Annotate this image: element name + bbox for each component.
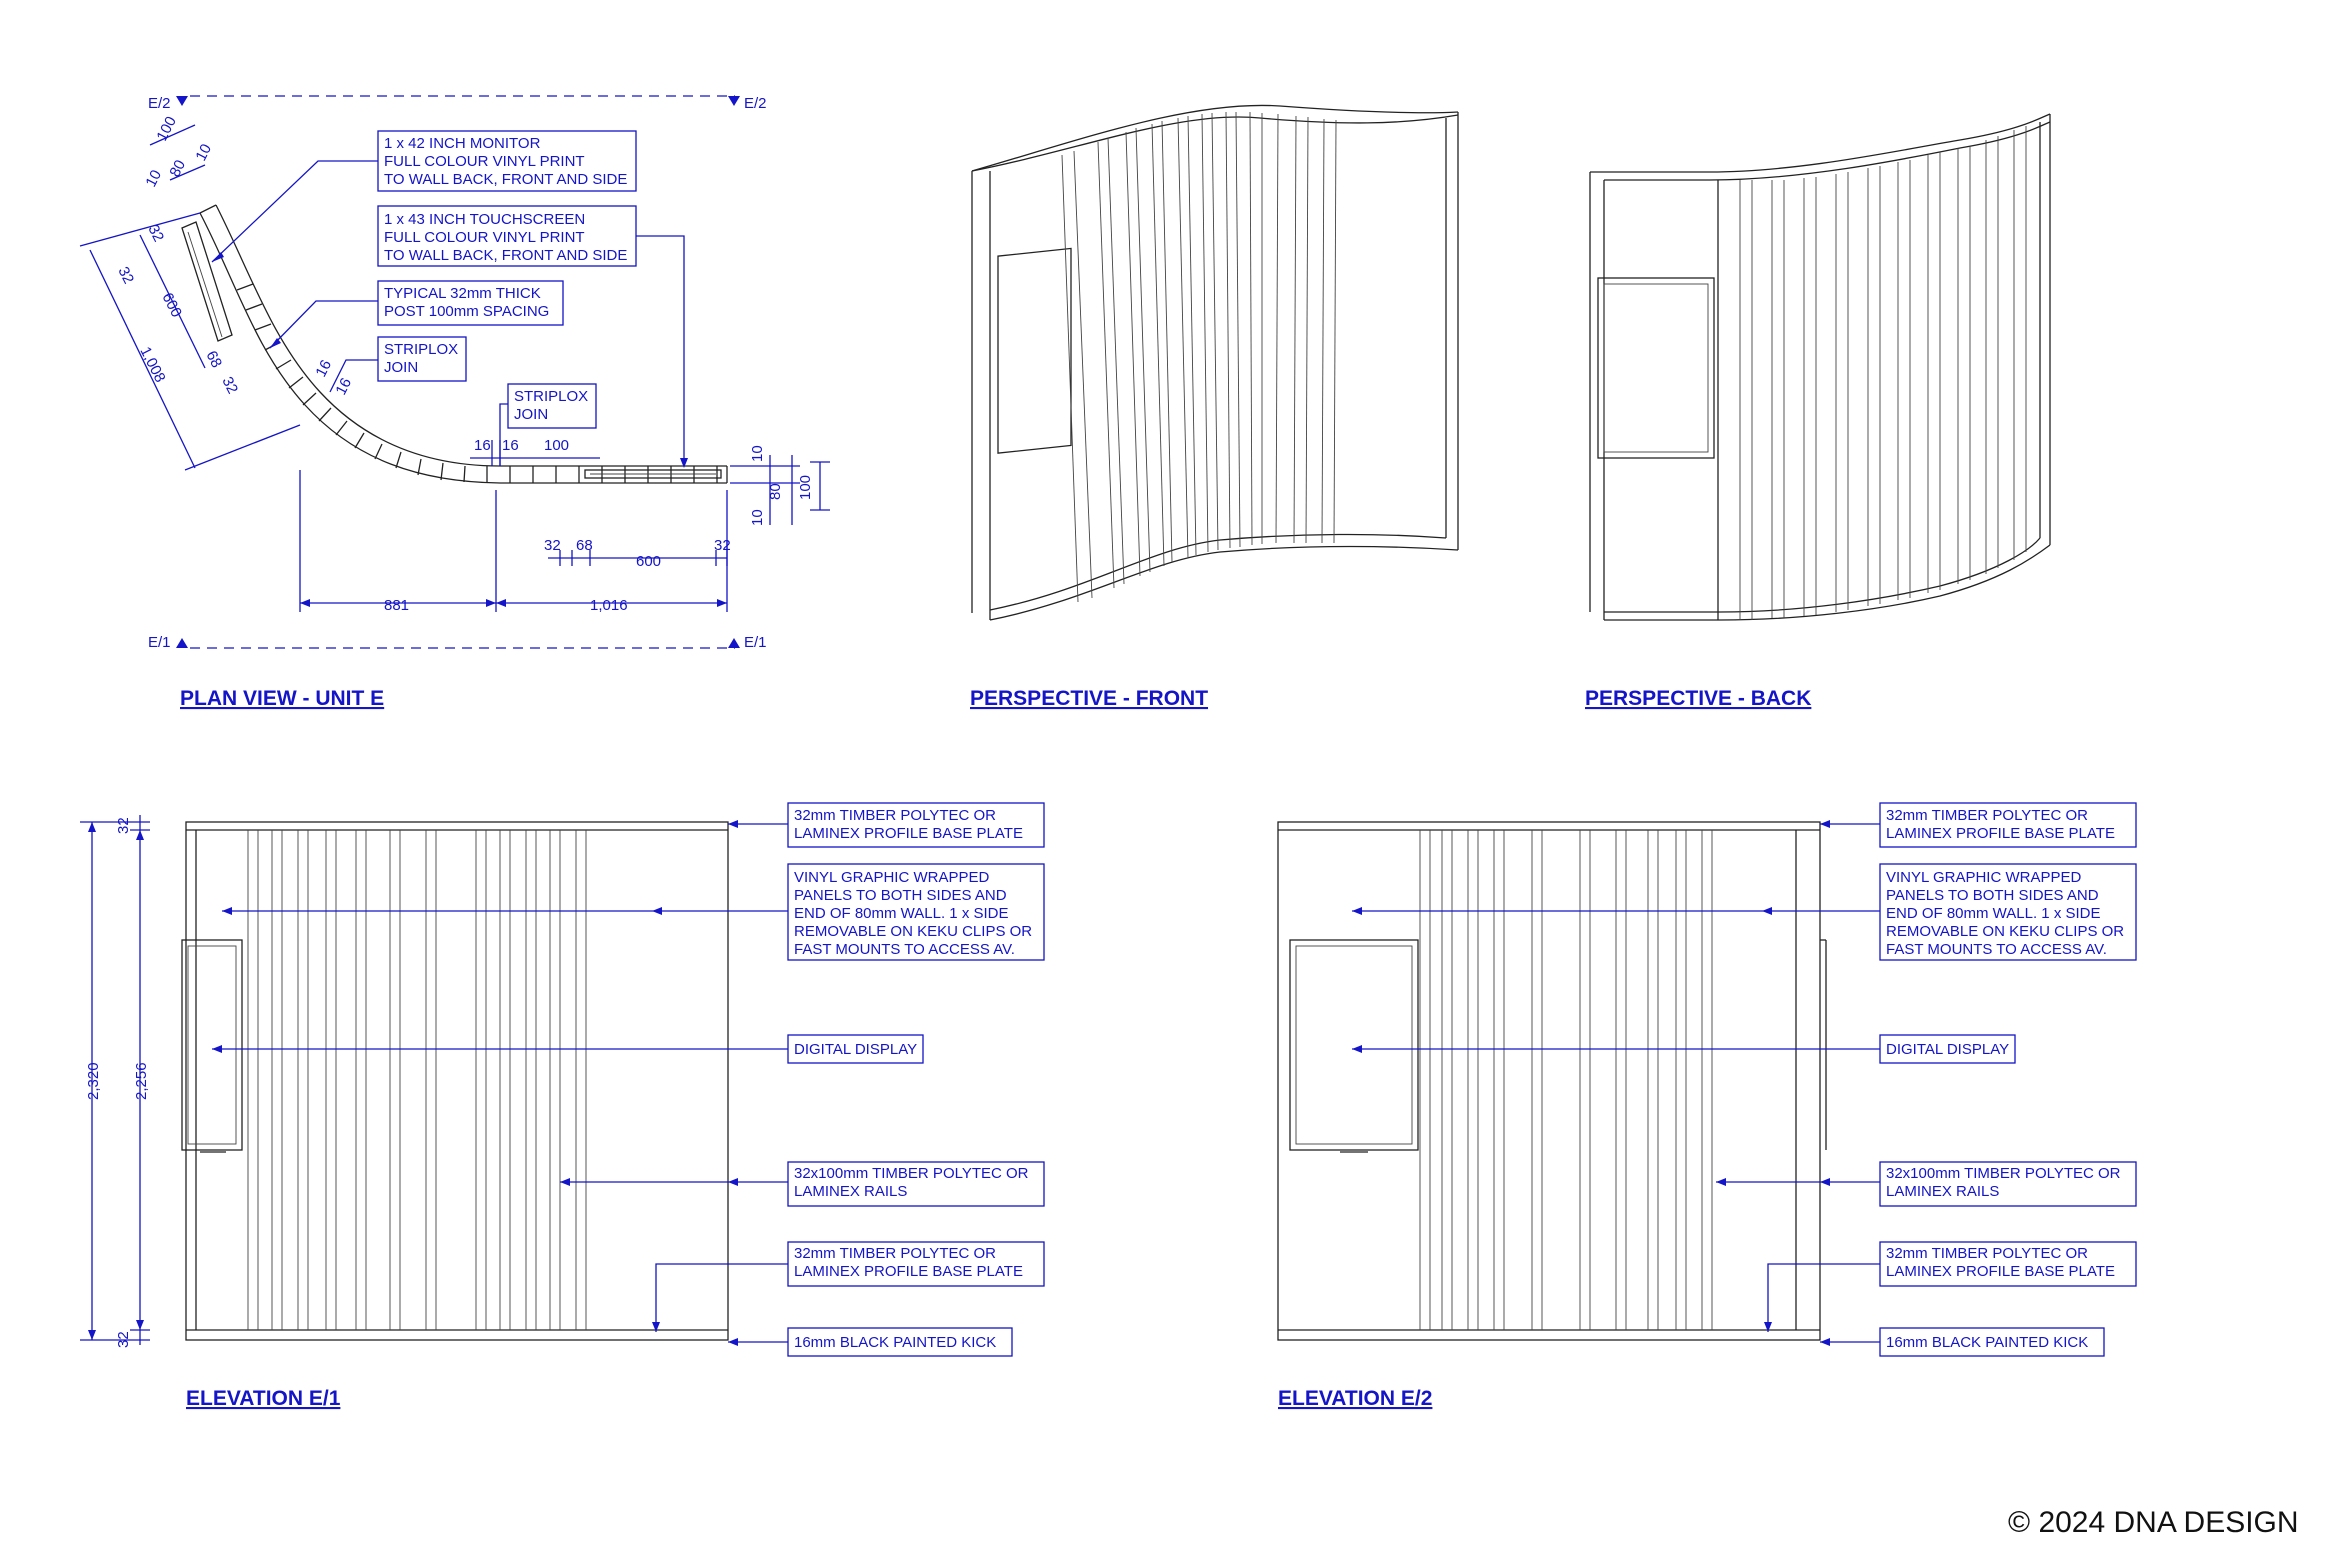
svg-text:16: 16: [312, 357, 336, 380]
svg-text:80: 80: [166, 157, 190, 180]
e1-display: [182, 940, 242, 1150]
plan-dims-top: [142, 114, 215, 190]
svg-text:10: 10: [192, 141, 216, 164]
elevation-e2: [1278, 803, 2136, 1410]
svg-text:1,008: 1,008: [136, 344, 169, 386]
svg-text:VINYL GRAPHIC WRAPPED: VINYL GRAPHIC WRAPPED: [1886, 869, 2082, 886]
svg-text:32: 32: [114, 264, 138, 287]
svg-text:FULL COLOUR VINYL PRINT: FULL COLOUR VINYL PRINT: [384, 229, 585, 246]
svg-text:32: 32: [714, 537, 731, 554]
title-perspective-back: PERSPECTIVE - BACK: [1585, 687, 1812, 710]
svg-text:32: 32: [218, 374, 242, 397]
e2-display: [1290, 940, 1418, 1150]
elevation-e1: [80, 803, 1044, 1410]
svg-text:32: 32: [144, 222, 168, 245]
svg-text:STRIPLOX: STRIPLOX: [514, 388, 589, 405]
svg-text:32: 32: [115, 1331, 132, 1348]
perspective-front: [970, 105, 1458, 710]
wall-end: [200, 205, 216, 213]
svg-text:END OF 80mm WALL. 1 x SIDE: END OF 80mm WALL. 1 x SIDE: [794, 905, 1009, 922]
marker-e1-right: E/1: [744, 634, 767, 651]
svg-text:POST 100mm SPACING: POST 100mm SPACING: [384, 303, 550, 320]
svg-text:REMOVABLE ON KEKU CLIPS OR: REMOVABLE ON KEKU CLIPS OR: [1886, 923, 2125, 940]
svg-text:32x100mm TIMBER POLYTEC OR: 32x100mm TIMBER POLYTEC OR: [1886, 1165, 2121, 1182]
svg-text:68: 68: [576, 537, 593, 554]
svg-text:FAST MOUNTS TO ACCESS AV.: FAST MOUNTS TO ACCESS AV.: [794, 941, 1015, 958]
svg-text:10: 10: [749, 445, 766, 462]
title-elevation-e1: ELEVATION E/1: [186, 1387, 341, 1410]
svg-text:16mm BLACK PAINTED KICK: 16mm BLACK PAINTED KICK: [794, 1334, 997, 1351]
svg-text:PANELS TO BOTH SIDES AND: PANELS TO BOTH SIDES AND: [794, 887, 1007, 904]
svg-text:TO WALL BACK, FRONT AND SIDE: TO WALL BACK, FRONT AND SIDE: [384, 247, 628, 264]
monitor-outline: [182, 222, 232, 341]
svg-text:TYPICAL 32mm THICK: TYPICAL 32mm THICK: [384, 285, 541, 302]
marker-e2-right: E/2: [744, 95, 767, 112]
svg-text:VINYL GRAPHIC WRAPPED: VINYL GRAPHIC WRAPPED: [794, 869, 990, 886]
e1-notes: [212, 803, 1044, 1356]
svg-text:1,016: 1,016: [590, 597, 628, 614]
plan-dims-bottom: [300, 437, 830, 614]
front-slats: [1062, 112, 1336, 602]
svg-text:DIGITAL DISPLAY: DIGITAL DISPLAY: [1886, 1041, 2010, 1058]
svg-text:100: 100: [544, 437, 570, 454]
svg-text:LAMINEX PROFILE BASE PLATE: LAMINEX PROFILE BASE PLATE: [1886, 1263, 2115, 1280]
svg-text:LAMINEX PROFILE BASE PLATE: LAMINEX PROFILE BASE PLATE: [794, 825, 1023, 842]
marker-up-icon: [176, 638, 188, 648]
svg-text:16mm BLACK PAINTED KICK: 16mm BLACK PAINTED KICK: [1886, 1334, 2089, 1351]
plan-dims-mid: [312, 357, 355, 398]
svg-text:600: 600: [636, 553, 662, 570]
svg-text:32mm TIMBER POLYTEC OR: 32mm TIMBER POLYTEC OR: [794, 807, 996, 824]
title-perspective-front: PERSPECTIVE - FRONT: [970, 687, 1209, 710]
svg-text:LAMINEX RAILS: LAMINEX RAILS: [794, 1183, 908, 1200]
svg-text:DIGITAL DISPLAY: DIGITAL DISPLAY: [794, 1041, 918, 1058]
svg-text:1 x 42 INCH MONITOR: 1 x 42 INCH MONITOR: [384, 135, 541, 152]
copyright: © 2024 DNA DESIGN: [2008, 1506, 2299, 1539]
svg-text:STRIPLOX: STRIPLOX: [384, 341, 459, 358]
svg-text:FAST MOUNTS TO ACCESS AV.: FAST MOUNTS TO ACCESS AV.: [1886, 941, 2107, 958]
svg-text:32mm TIMBER POLYTEC OR: 32mm TIMBER POLYTEC OR: [1886, 807, 2088, 824]
title-elevation-e2: ELEVATION E/2: [1278, 1387, 1433, 1410]
svg-text:16: 16: [474, 437, 491, 454]
svg-text:32x100mm TIMBER POLYTEC OR: 32x100mm TIMBER POLYTEC OR: [794, 1165, 1029, 1182]
svg-text:80: 80: [767, 483, 784, 500]
svg-text:REMOVABLE ON KEKU CLIPS OR: REMOVABLE ON KEKU CLIPS OR: [794, 923, 1033, 940]
svg-text:32: 32: [115, 817, 132, 834]
svg-text:1 x 43 INCH TOUCHSCREEN: 1 x 43 INCH TOUCHSCREEN: [384, 211, 586, 228]
svg-text:68: 68: [202, 348, 226, 371]
e1-dims: [80, 815, 150, 1348]
marker-up-icon: [728, 638, 740, 648]
svg-text:PANELS TO BOTH SIDES AND: PANELS TO BOTH SIDES AND: [1886, 887, 2099, 904]
marker-e2-left: E/2: [148, 95, 171, 112]
svg-text:10: 10: [142, 167, 166, 190]
svg-text:10: 10: [749, 509, 766, 526]
back-slats: [1740, 126, 2026, 620]
svg-text:TO WALL BACK, FRONT AND SIDE: TO WALL BACK, FRONT AND SIDE: [384, 171, 628, 188]
svg-text:2,256: 2,256: [133, 1062, 150, 1100]
svg-text:32mm TIMBER POLYTEC OR: 32mm TIMBER POLYTEC OR: [1886, 1245, 2088, 1262]
perspective-back: [1585, 114, 2050, 710]
svg-text:100: 100: [797, 474, 814, 500]
marker-e1-left: E/1: [148, 634, 171, 651]
svg-text:2,320: 2,320: [85, 1062, 102, 1100]
svg-text:16: 16: [332, 375, 356, 398]
svg-text:LAMINEX PROFILE BASE PLATE: LAMINEX PROFILE BASE PLATE: [794, 1263, 1023, 1280]
svg-text:LAMINEX RAILS: LAMINEX RAILS: [1886, 1183, 2000, 1200]
marker-down-icon: [176, 96, 188, 106]
title-plan: PLAN VIEW - UNIT E: [180, 687, 385, 710]
svg-text:JOIN: JOIN: [514, 406, 549, 423]
e2-slats: [1420, 830, 1712, 1330]
e2-notes: [1352, 803, 2136, 1356]
svg-text:LAMINEX PROFILE BASE PLATE: LAMINEX PROFILE BASE PLATE: [1886, 825, 2115, 842]
svg-text:32mm TIMBER POLYTEC OR: 32mm TIMBER POLYTEC OR: [794, 1245, 996, 1262]
svg-text:881: 881: [384, 597, 410, 614]
svg-text:JOIN: JOIN: [384, 359, 419, 376]
svg-text:FULL COLOUR VINYL PRINT: FULL COLOUR VINYL PRINT: [384, 153, 585, 170]
svg-text:32: 32: [544, 537, 561, 554]
plan-view: [80, 95, 830, 710]
svg-text:END OF 80mm WALL. 1 x SIDE: END OF 80mm WALL. 1 x SIDE: [1886, 905, 2101, 922]
svg-text:100: 100: [153, 113, 180, 144]
svg-text:16: 16: [502, 437, 519, 454]
svg-text:600: 600: [158, 290, 185, 321]
marker-down-icon: [728, 96, 740, 106]
e1-slats: [248, 830, 586, 1330]
